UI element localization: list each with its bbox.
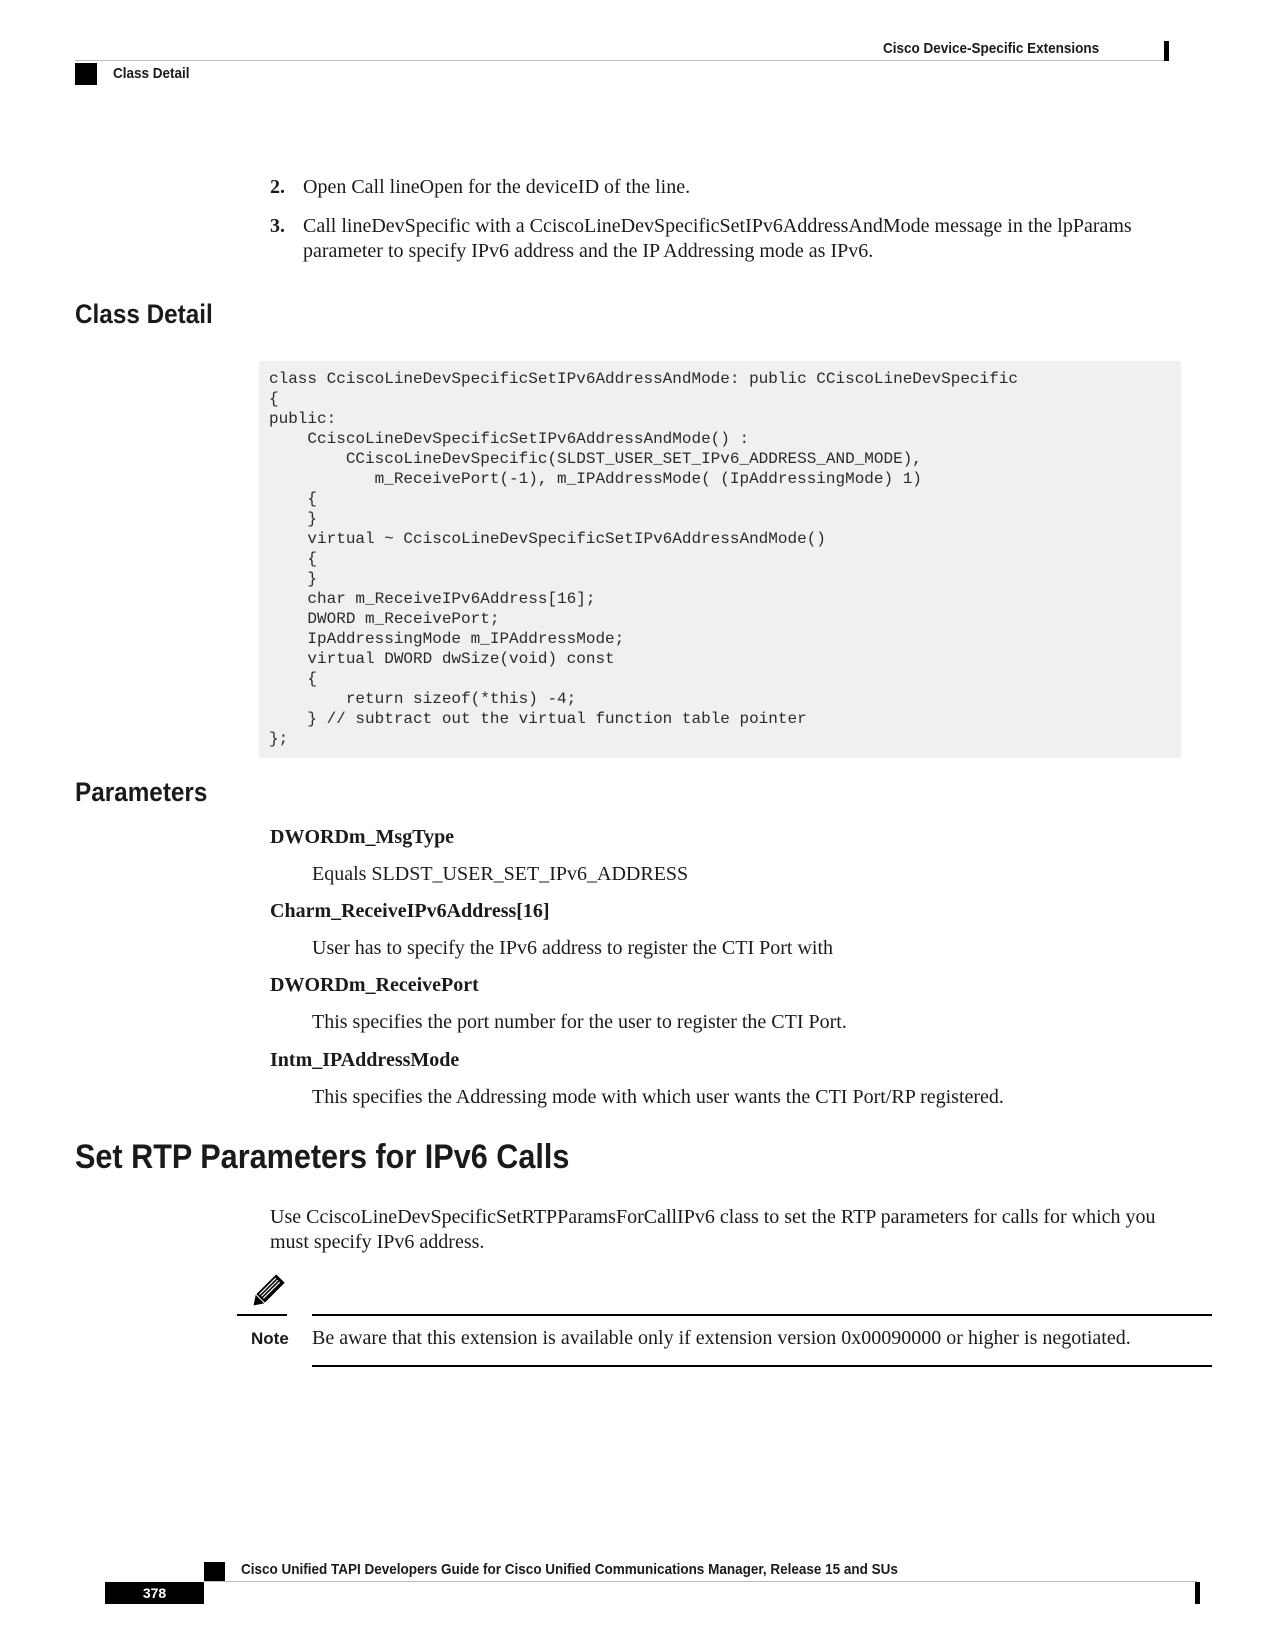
header-rule bbox=[75, 60, 1164, 61]
parameter-name: DWORDm_MsgType bbox=[270, 826, 455, 848]
rtp-section-paragraph: Use CciscoLineDevSpecificSetRTPParamsForCallIPv6 class to set the RTP parameters for calls for which you must specify IPv6 address. bbox=[270, 1206, 1156, 1253]
running-header-section: Class Detail bbox=[113, 65, 190, 82]
note-label: Note bbox=[251, 1329, 289, 1348]
note-rule-short bbox=[237, 1314, 287, 1316]
parameter-description: User has to specify the IPv6 address to register the CTI Port with bbox=[312, 937, 834, 959]
step-number: 2. bbox=[270, 176, 285, 198]
step-text: Call lineDevSpecific with a CciscoLineDevSpecificSetIPv6AddressAndMode message in the lpParams parameter to specify IPv6 address and the IP Addressing mode as IPv6. bbox=[303, 215, 1132, 262]
running-header-title: Cisco Device-Specific Extensions bbox=[882, 40, 1099, 57]
class-detail-heading: Class Detail bbox=[75, 299, 213, 329]
parameter-description: This specifies the port number for the user to register the CTI Port. bbox=[312, 1011, 847, 1033]
header-square-marker bbox=[75, 63, 97, 85]
footer-bar-decoration bbox=[1195, 1582, 1200, 1604]
footer-square-marker bbox=[204, 1562, 225, 1581]
page-number: 378 bbox=[105, 1582, 204, 1604]
parameter-description: This specifies the Addressing mode with which user wants the CTI Port/RP registered. bbox=[312, 1086, 1004, 1108]
step-number: 3. bbox=[270, 215, 285, 237]
note-text: Be aware that this extension is available only if extension version 0x00090000 or higher is negotiated. bbox=[312, 1327, 1131, 1349]
footer-rule bbox=[204, 1581, 1197, 1582]
footer-title: Cisco Unified TAPI Developers Guide for Cisco Unified Communications Manager, Release 15 and SUs bbox=[241, 1561, 898, 1578]
step-text: Open Call lineOpen for the deviceID of the line. bbox=[303, 176, 691, 198]
parameters-heading: Parameters bbox=[75, 777, 208, 807]
class-code-block: class CciscoLineDevSpecificSetIPv6AddressAndMode: public CCiscoLineDevSpecific { public: CciscoLineDevSpecificSetIPv6AddressAndMode() : CCiscoLineDevSpecific(SLDST_USER_SET_IPv6_ADDRESS_AND_MODE), m_ReceivePort(-1), m_IPAddressMode( (IpAddressingMode) 1) { } virtual ~ CciscoLineDevSpecificSetIPv6AddressAndMode() { } char m_ReceiveIPv6Address[16]; DWORD m_ReceivePort; IpAddressingMode m_IPAddressMode; virtual DWORD dwSize(void) const { return sizeof(*this) -4; } // subtract out the virtual function table pointer }; bbox=[259, 361, 1181, 758]
rtp-section-heading: Set RTP Parameters for IPv6 Calls bbox=[75, 1138, 570, 1176]
parameter-name: DWORDm_ReceivePort bbox=[270, 974, 479, 996]
pencil-icon bbox=[247, 1272, 287, 1312]
note-rule-bottom bbox=[312, 1365, 1212, 1367]
parameter-name: Charm_ReceiveIPv6Address[16] bbox=[270, 900, 550, 922]
note-rule-top bbox=[312, 1314, 1212, 1316]
header-bar-decoration bbox=[1164, 41, 1169, 61]
parameter-description: Equals SLDST_USER_SET_IPv6_ADDRESS bbox=[312, 863, 689, 885]
parameter-name: Intm_IPAddressMode bbox=[270, 1049, 460, 1071]
